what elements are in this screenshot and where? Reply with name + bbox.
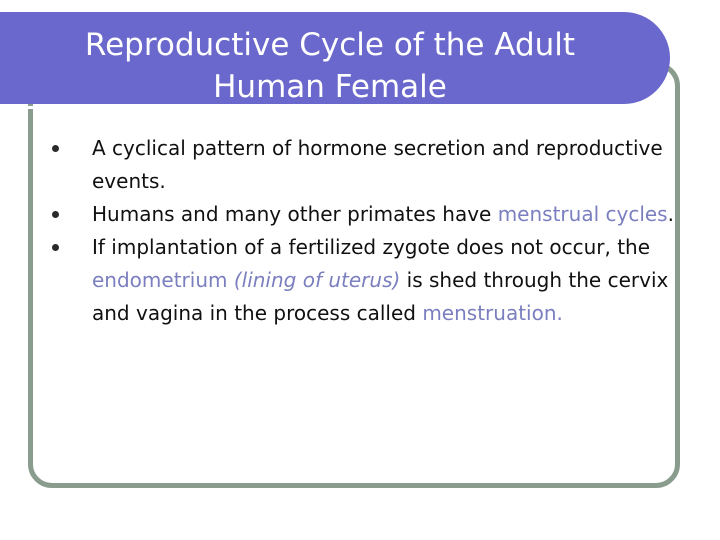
term-endometrium: endometrium	[92, 268, 228, 292]
slide-title-line-1: Reproductive Cycle of the Adult	[84, 27, 576, 63]
bullet-item-2	[92, 198, 682, 231]
term-menstrual-cycles: menstrual cycles	[497, 202, 668, 226]
slide-title	[20, 24, 640, 108]
bullet-item-1	[92, 132, 682, 198]
slide-title-line-2: Human Female	[213, 69, 447, 105]
bullet-dot-icon	[52, 244, 59, 251]
bullet-2-text: Humans and many other primates have	[92, 202, 498, 226]
bullet-1-text: A cyclical pattern of hormone secretion and reproductive events.	[92, 136, 663, 193]
bullet-2-end: .	[667, 202, 674, 226]
bullet-3-text: If implantation of a fertilized zygote does not occur, the	[92, 235, 651, 259]
bullet-list	[92, 132, 682, 330]
bullet-dot-icon	[52, 145, 59, 152]
bullet-dot-icon	[52, 211, 59, 218]
term-lining-of-uterus: (lining of uterus)	[233, 268, 401, 292]
bullet-item-3	[92, 231, 682, 330]
title-bar	[0, 12, 670, 104]
bullet-3-middle: is shed through the cervix and vagina in the process called	[92, 268, 669, 325]
term-menstruation: menstruation.	[422, 301, 563, 325]
